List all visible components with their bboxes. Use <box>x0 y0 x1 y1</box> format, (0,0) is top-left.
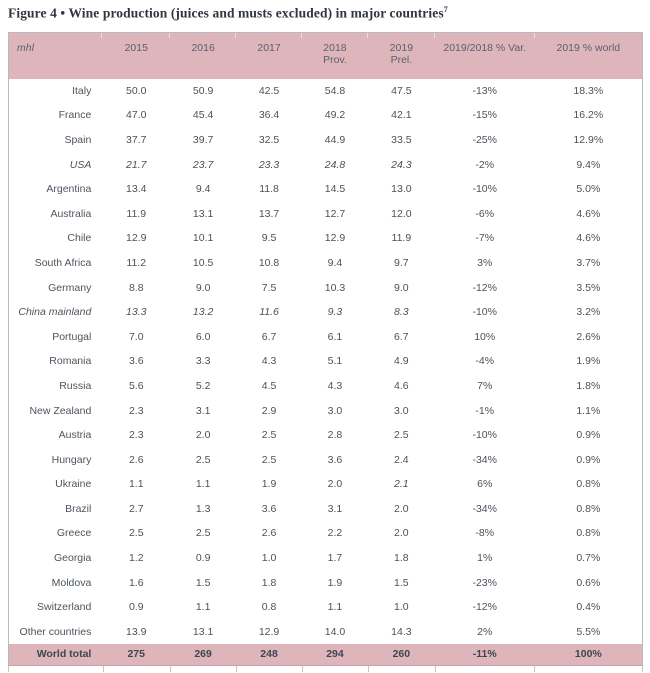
table-row <box>9 251 643 276</box>
country-cell: France <box>9 103 103 128</box>
country-cell: China mainland <box>9 300 103 325</box>
value-cell: 7% <box>435 374 535 399</box>
value-cell: 2.3 <box>102 398 170 423</box>
country-cell: Chile <box>9 226 103 251</box>
value-cell: 0.8% <box>535 521 643 546</box>
value-cell: 49.2 <box>302 103 368 128</box>
value-cell: 10.5 <box>170 251 236 276</box>
value-cell: 24.8 <box>302 152 368 177</box>
column-header-subline: Prov. <box>323 54 347 66</box>
value-cell: -4% <box>435 349 535 374</box>
value-cell: 0.6% <box>535 570 643 595</box>
value-cell: -12% <box>435 275 535 300</box>
column-header-label: 2016 <box>191 42 215 54</box>
value-cell: 0.9% <box>535 447 643 472</box>
value-cell: 0.8 <box>236 595 302 620</box>
value-cell: 33.5 <box>368 128 435 153</box>
country-cell: Moldova <box>9 570 103 595</box>
country-cell: New Zealand <box>9 398 103 423</box>
value-cell: 47.0 <box>102 103 170 128</box>
column-header-5 <box>368 33 435 79</box>
value-cell: 1.1 <box>170 595 236 620</box>
value-cell: 3.7% <box>535 251 643 276</box>
value-cell: -10% <box>435 177 535 202</box>
value-cell: 6.0 <box>170 324 236 349</box>
value-cell: 4.3 <box>302 374 368 399</box>
value-cell: 0.8% <box>535 497 643 522</box>
world-total-value: 100% <box>535 644 643 665</box>
value-cell: 24.3 <box>368 152 435 177</box>
value-cell: -10% <box>435 423 535 448</box>
value-cell: 10% <box>435 324 535 349</box>
value-cell: 9.7 <box>368 251 435 276</box>
value-cell: 13.1 <box>170 201 236 226</box>
value-cell: 5.0% <box>535 177 643 202</box>
figure-title <box>8 5 448 22</box>
country-cell: Italy <box>9 79 103 104</box>
value-cell: 1.8% <box>535 374 643 399</box>
value-cell: 1.5 <box>368 570 435 595</box>
table-row <box>9 423 643 448</box>
value-cell: 0.9 <box>102 595 170 620</box>
value-cell: 1.7 <box>302 546 368 571</box>
country-cell: Ukraine <box>9 472 103 497</box>
column-header-label: 2019 <box>389 42 414 54</box>
value-cell: 2.5 <box>236 447 302 472</box>
column-header-label: 2017 <box>257 42 281 54</box>
value-cell: -1% <box>435 398 535 423</box>
column-header-subline: Prel. <box>390 54 413 66</box>
value-cell: 3.6 <box>302 447 368 472</box>
world-total-value: -11% <box>435 644 535 665</box>
value-cell: 1.2 <box>102 546 170 571</box>
value-cell: 6.7 <box>236 324 302 349</box>
value-cell: 12.0 <box>368 201 435 226</box>
value-cell: -2% <box>435 152 535 177</box>
wine-production-table <box>8 32 643 666</box>
country-cell: Brazil <box>9 497 103 522</box>
value-cell: 9.5 <box>236 226 302 251</box>
table-body <box>9 79 643 645</box>
value-cell: 5.1 <box>302 349 368 374</box>
value-cell: 11.2 <box>102 251 170 276</box>
table-row <box>9 300 643 325</box>
value-cell: 1.8 <box>368 546 435 571</box>
country-cell: South Africa <box>9 251 103 276</box>
value-cell: 3.3 <box>170 349 236 374</box>
table-row <box>9 152 643 177</box>
value-cell: 13.2 <box>170 300 236 325</box>
value-cell: -7% <box>435 226 535 251</box>
value-cell: 13.3 <box>102 300 170 325</box>
value-cell: 1.1 <box>302 595 368 620</box>
value-cell: -34% <box>435 447 535 472</box>
country-cell: USA <box>9 152 103 177</box>
country-cell: Greece <box>9 521 103 546</box>
value-cell: 39.7 <box>170 128 236 153</box>
country-cell: Portugal <box>9 324 103 349</box>
column-header-label: 2019/2018 % Var. <box>443 42 527 54</box>
table-row <box>9 349 643 374</box>
value-cell: 6.1 <box>302 324 368 349</box>
value-cell: 1.0 <box>368 595 435 620</box>
value-cell: 4.3 <box>236 349 302 374</box>
value-cell: 12.7 <box>302 201 368 226</box>
figure-title-text: Figure 4 • Wine production (juices and musts excluded) in major countries <box>8 5 444 21</box>
value-cell: 50.0 <box>102 79 170 104</box>
column-header-unit: mhl <box>9 33 103 79</box>
value-cell: 42.5 <box>236 79 302 104</box>
country-cell: Germany <box>9 275 103 300</box>
value-cell: 5.6 <box>102 374 170 399</box>
value-cell: 13.0 <box>368 177 435 202</box>
value-cell: 2.2 <box>302 521 368 546</box>
table-row <box>9 497 643 522</box>
value-cell: 1.5 <box>170 570 236 595</box>
value-cell: 13.4 <box>102 177 170 202</box>
value-cell: 44.9 <box>302 128 368 153</box>
value-cell: 2.3 <box>102 423 170 448</box>
value-cell: 12.9 <box>102 226 170 251</box>
country-cell: Austria <box>9 423 103 448</box>
value-cell: 11.9 <box>102 201 170 226</box>
table-row <box>9 570 643 595</box>
value-cell: 13.7 <box>236 201 302 226</box>
value-cell: 9.4 <box>170 177 236 202</box>
table-row <box>9 275 643 300</box>
value-cell: 2.6 <box>236 521 302 546</box>
country-cell: Argentina <box>9 177 103 202</box>
value-cell: 2.0 <box>170 423 236 448</box>
value-cell: 2.4 <box>368 447 435 472</box>
table-row <box>9 595 643 620</box>
value-cell: 2.5 <box>368 423 435 448</box>
table-row <box>9 398 643 423</box>
value-cell: 0.9 <box>170 546 236 571</box>
world-total-value: 260 <box>368 644 435 665</box>
value-cell: 5.5% <box>535 620 643 645</box>
value-cell: -13% <box>435 79 535 104</box>
world-total-value: 269 <box>170 644 236 665</box>
value-cell: 3.1 <box>302 497 368 522</box>
value-cell: 2.5 <box>170 447 236 472</box>
value-cell: -10% <box>435 300 535 325</box>
value-cell: 13.1 <box>170 620 236 645</box>
world-total-value: 294 <box>302 644 368 665</box>
column-header-label: 2018 <box>323 42 347 54</box>
wine-production-table-wrapper <box>8 32 643 672</box>
value-cell: 1.9 <box>236 472 302 497</box>
value-cell: 4.6 <box>368 374 435 399</box>
world-total-value: 248 <box>236 644 302 665</box>
value-cell: 2.0 <box>368 521 435 546</box>
value-cell: 1.1 <box>170 472 236 497</box>
value-cell: 2.8 <box>302 423 368 448</box>
value-cell: 0.9% <box>535 423 643 448</box>
value-cell: 9.3 <box>302 300 368 325</box>
value-cell: 45.4 <box>170 103 236 128</box>
value-cell: 23.7 <box>170 152 236 177</box>
value-cell: 4.6% <box>535 201 643 226</box>
value-cell: 2.1 <box>368 472 435 497</box>
value-cell: 3.0 <box>302 398 368 423</box>
value-cell: 1.3 <box>170 497 236 522</box>
value-cell: 12.9 <box>302 226 368 251</box>
table-row <box>9 447 643 472</box>
table-row <box>9 103 643 128</box>
country-cell: Georgia <box>9 546 103 571</box>
value-cell: 0.7% <box>535 546 643 571</box>
value-cell: 23.3 <box>236 152 302 177</box>
table-row <box>9 620 643 645</box>
table-row <box>9 521 643 546</box>
value-cell: 6% <box>435 472 535 497</box>
value-cell: 1% <box>435 546 535 571</box>
value-cell: -34% <box>435 497 535 522</box>
value-cell: 10.3 <box>302 275 368 300</box>
column-header-4 <box>302 33 368 79</box>
value-cell: 0.4% <box>535 595 643 620</box>
column-header-2 <box>170 33 236 79</box>
value-cell: 47.5 <box>368 79 435 104</box>
table-row <box>9 324 643 349</box>
value-cell: 14.0 <box>302 620 368 645</box>
column-header-3 <box>236 33 302 79</box>
value-cell: 1.0 <box>236 546 302 571</box>
table-row <box>9 177 643 202</box>
value-cell: 0.8% <box>535 472 643 497</box>
figure-title-footnote-marker: 7 <box>443 5 448 14</box>
value-cell: 10.8 <box>236 251 302 276</box>
value-cell: 4.9 <box>368 349 435 374</box>
value-cell: 11.9 <box>368 226 435 251</box>
table-row <box>9 226 643 251</box>
column-header-6 <box>435 33 535 79</box>
world-total-row <box>9 644 643 665</box>
column-header-label: 2019 % world <box>556 42 621 54</box>
country-cell: Spain <box>9 128 103 153</box>
country-cell: Romania <box>9 349 103 374</box>
value-cell: -15% <box>435 103 535 128</box>
value-cell: -12% <box>435 595 535 620</box>
value-cell: 14.5 <box>302 177 368 202</box>
value-cell: 2.6% <box>535 324 643 349</box>
value-cell: 21.7 <box>102 152 170 177</box>
value-cell: 32.5 <box>236 128 302 153</box>
value-cell: 2.6 <box>102 447 170 472</box>
value-cell: 4.6% <box>535 226 643 251</box>
value-cell: 37.7 <box>102 128 170 153</box>
table-row <box>9 472 643 497</box>
country-cell: Russia <box>9 374 103 399</box>
value-cell: 3.5% <box>535 275 643 300</box>
value-cell: 9.4% <box>535 152 643 177</box>
value-cell: 42.1 <box>368 103 435 128</box>
value-cell: 11.6 <box>236 300 302 325</box>
value-cell: 14.3 <box>368 620 435 645</box>
value-cell: 3% <box>435 251 535 276</box>
country-cell: Hungary <box>9 447 103 472</box>
country-cell: Australia <box>9 201 103 226</box>
value-cell: 10.1 <box>170 226 236 251</box>
value-cell: 18.3% <box>535 79 643 104</box>
value-cell: 11.8 <box>236 177 302 202</box>
value-cell: 4.5 <box>236 374 302 399</box>
table-row <box>9 79 643 104</box>
value-cell: 9.0 <box>170 275 236 300</box>
value-cell: 8.8 <box>102 275 170 300</box>
column-header-7 <box>535 33 643 79</box>
value-cell: 5.2 <box>170 374 236 399</box>
table-row <box>9 546 643 571</box>
value-cell: 9.4 <box>302 251 368 276</box>
value-cell: 36.4 <box>236 103 302 128</box>
value-cell: 13.9 <box>102 620 170 645</box>
value-cell: 1.8 <box>236 570 302 595</box>
value-cell: 12.9 <box>236 620 302 645</box>
value-cell: 3.0 <box>368 398 435 423</box>
table-row <box>9 201 643 226</box>
value-cell: 3.6 <box>102 349 170 374</box>
value-cell: 2.7 <box>102 497 170 522</box>
table-header <box>9 33 643 79</box>
value-cell: 7.5 <box>236 275 302 300</box>
country-cell: Switzerland <box>9 595 103 620</box>
bottom-column-ticks <box>8 666 643 672</box>
value-cell: 3.6 <box>236 497 302 522</box>
value-cell: 2.9 <box>236 398 302 423</box>
column-header-1 <box>102 33 170 79</box>
value-cell: 1.9% <box>535 349 643 374</box>
value-cell: 8.3 <box>368 300 435 325</box>
header-row <box>9 33 643 79</box>
country-cell: Other countries <box>9 620 103 645</box>
value-cell: 3.1 <box>170 398 236 423</box>
value-cell: 16.2% <box>535 103 643 128</box>
value-cell: 54.8 <box>302 79 368 104</box>
value-cell: 2.5 <box>236 423 302 448</box>
value-cell: 50.9 <box>170 79 236 104</box>
value-cell: 2% <box>435 620 535 645</box>
value-cell: -25% <box>435 128 535 153</box>
value-cell: 2.0 <box>368 497 435 522</box>
value-cell: 12.9% <box>535 128 643 153</box>
value-cell: -23% <box>435 570 535 595</box>
value-cell: 7.0 <box>102 324 170 349</box>
value-cell: 1.6 <box>102 570 170 595</box>
world-total-value: 275 <box>102 644 170 665</box>
value-cell: 2.0 <box>302 472 368 497</box>
value-cell: 2.5 <box>170 521 236 546</box>
column-header-label: 2015 <box>124 42 148 54</box>
value-cell: 1.9 <box>302 570 368 595</box>
value-cell: 9.0 <box>368 275 435 300</box>
table-row <box>9 128 643 153</box>
value-cell: 1.1% <box>535 398 643 423</box>
value-cell: -8% <box>435 521 535 546</box>
value-cell: 6.7 <box>368 324 435 349</box>
table-footer <box>9 644 643 665</box>
value-cell: -6% <box>435 201 535 226</box>
table-row <box>9 374 643 399</box>
value-cell: 1.1 <box>102 472 170 497</box>
value-cell: 2.5 <box>102 521 170 546</box>
world-total-label: World total <box>9 644 103 665</box>
value-cell: 3.2% <box>535 300 643 325</box>
